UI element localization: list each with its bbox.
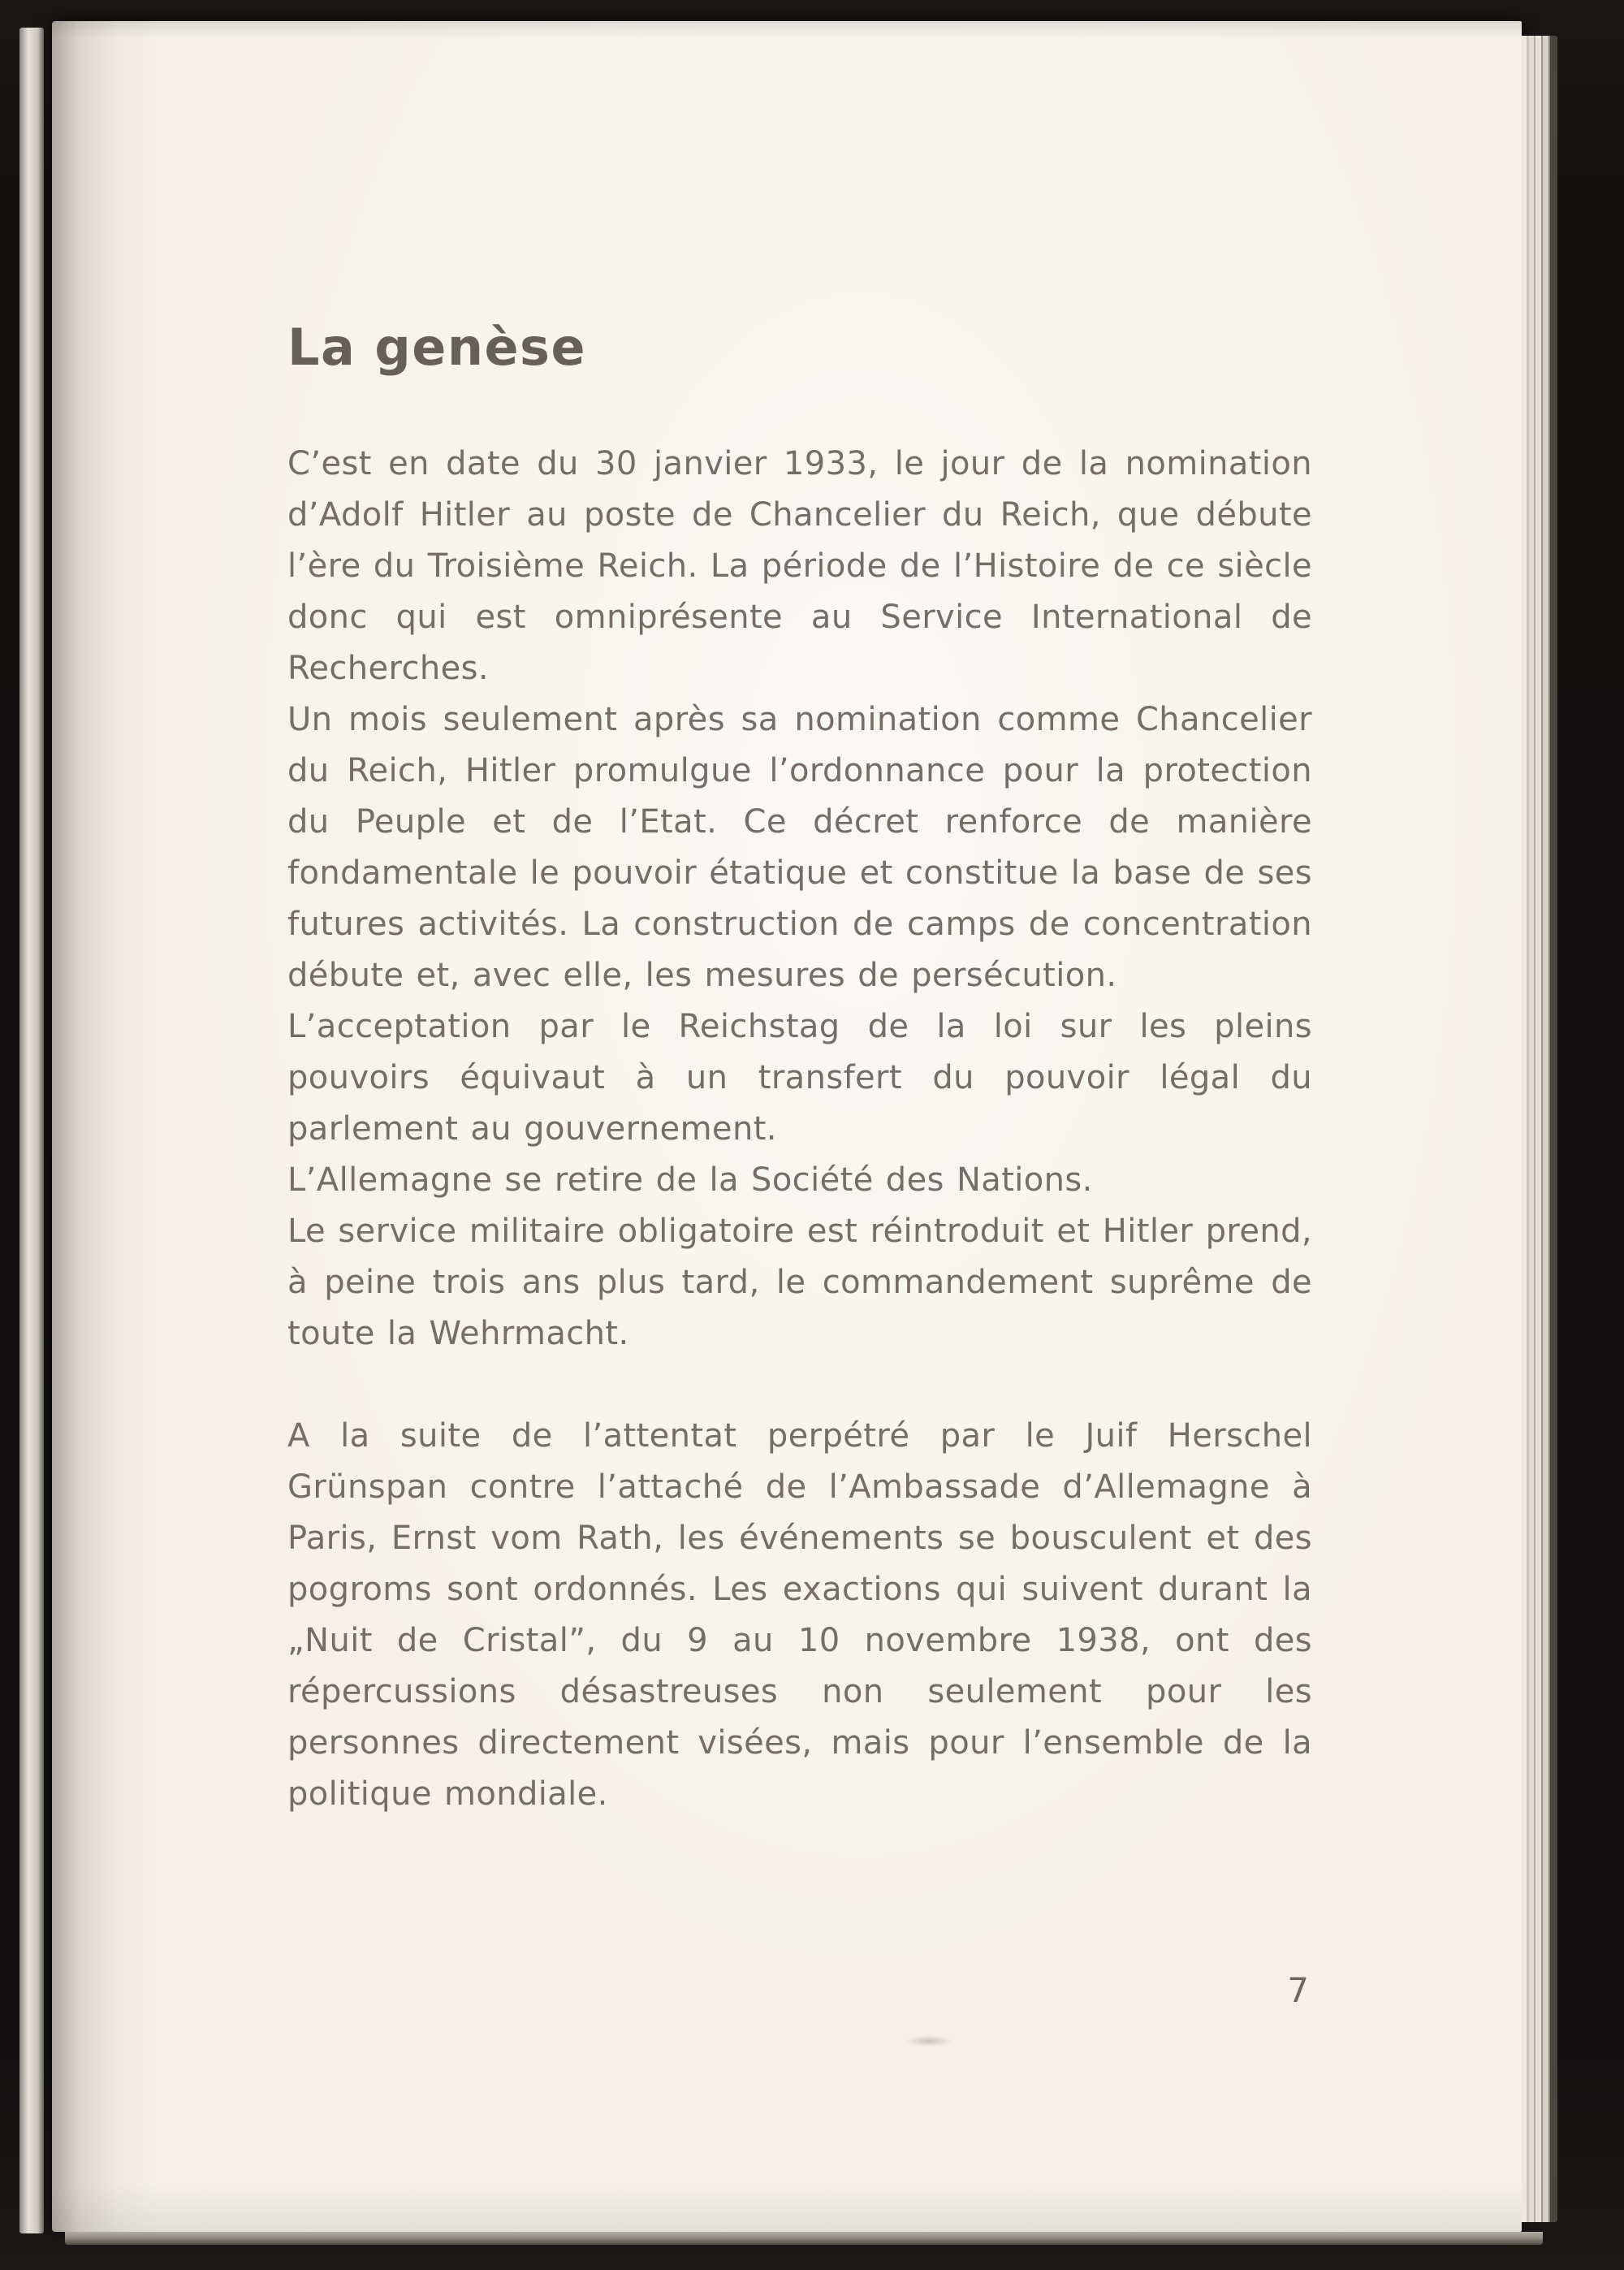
page-stack-edge-bottom xyxy=(65,2232,1543,2245)
page-title xyxy=(287,318,1312,377)
facing-page-edge xyxy=(19,28,44,2233)
paragraph: Le service militaire obligatoire est réintroduit et Hitler prend, à peine trois ans plus tard, le commandement suprême de toute la Wehrmacht. xyxy=(287,1213,1312,1352)
paragraph: Un mois seulement après sa nomination comme Chancelier du Reich, Hitler promulgue l’ordonnance pour la protection du Peuple et de l’Etat. Ce décret renforce de manière fondamentale le pouvoir étatique et constitue la base de ses futures activités. La construction de camps de concentration débute et, avec elle, les mesures de persécution. xyxy=(287,701,1312,994)
scan-smudge xyxy=(905,2035,953,2047)
page-content xyxy=(287,318,1312,1820)
paragraph: L’Allemagne se retire de la Société des Nations. xyxy=(287,1161,1093,1199)
page-title-text: La genèse xyxy=(287,318,587,377)
paragraph: A la suite de l’attentat perpétré par le Juif Herschel Grünspan contre l’attaché de l’Ambassade d’Allemagne à Paris, Ernst vom Rath, les événements se bousculent et des pogroms sont ordonnés. Les exactions qui suivent durant la „Nuit de Cristal”, du 9 au 10 novembre 1938, ont des répercussions désastreuses non seulement pour les personnes directement visées, mais pour l’ensemble de la politique mondiale. xyxy=(287,1417,1312,1813)
paragraph: C’est en date du 30 janvier 1933, le jour de la nomination d’Adolf Hitler au poste de Chancelier du Reich, que débute l’ère du Troisième Reich. La période de l’Histoire de ce siècle donc qui est omniprésente au Service International de Recherches. xyxy=(287,445,1312,687)
page-stack-edge-right xyxy=(1522,36,1557,2222)
body-text xyxy=(287,439,1312,1820)
book-page xyxy=(52,21,1522,2232)
paragraph: L’acceptation par le Reichstag de la loi sur les pleins pouvoirs équivaut à un transfert du pouvoir légal du parlement au gouvernement. xyxy=(287,1008,1312,1148)
page-number: 7 xyxy=(1287,1970,1309,2010)
